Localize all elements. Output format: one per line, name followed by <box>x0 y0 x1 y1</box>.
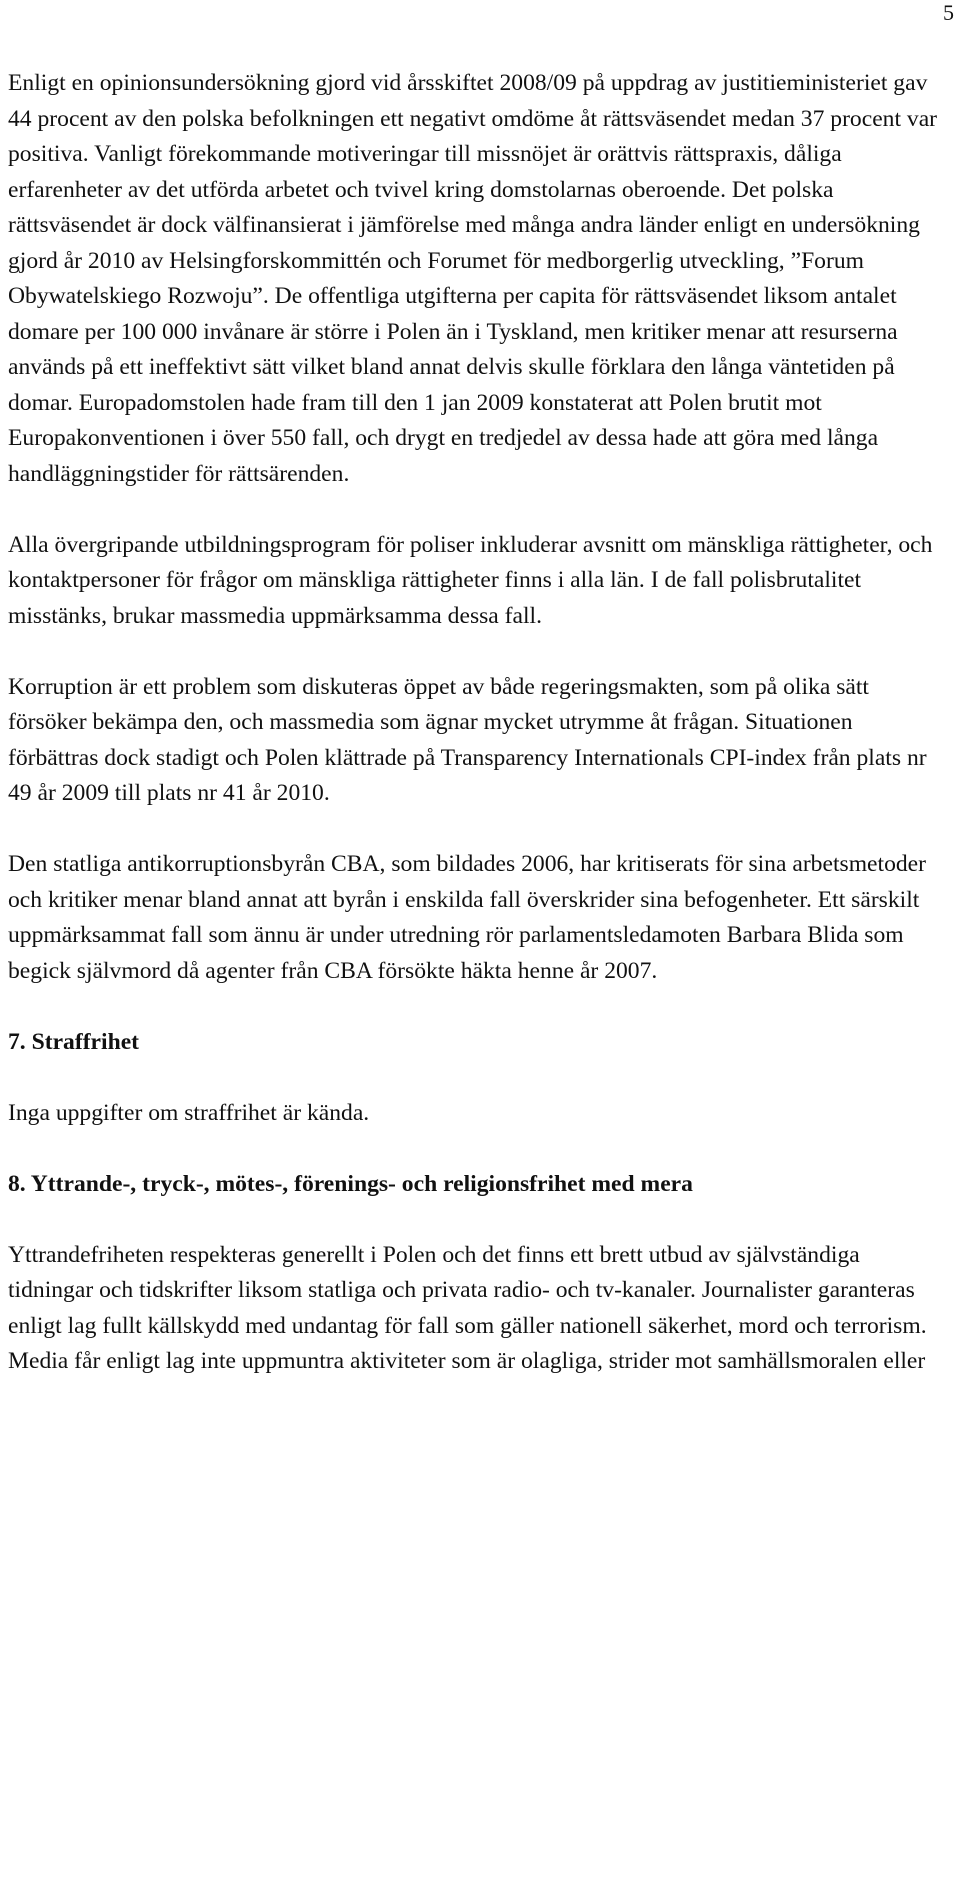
document-body <box>8 66 948 1380</box>
paragraph-freedom-of-expression: Yttrandefriheten respekteras generellt i Polen och det finns ett brett utbud av självständiga tidningar och tidskrifter liksom statliga och privata radio- och tv-kanaler. Journalister garanteras enligt lag fullt källskydd med undantag för fall som gäller nationell säkerhet, mord och terrorism. Media får enligt lag inte uppmuntra aktiviteter som är olagliga, strider mot samhällsmoralen eller <box>8 1241 927 1374</box>
page-number: 5 <box>943 0 954 25</box>
section-heading-freedoms: 8. Yttrande-, tryck-, mötes-, förenings- och religionsfrihet med mera <box>8 1170 693 1197</box>
paragraph-corruption: Korruption är ett problem som diskuteras öppet av både regeringsmakten, som på olika sätt försöker bekämpa den, och massmedia som ägnar mycket utrymme åt frågan. Situationen förbättras dock stadigt och Polen klättrade på Transparency Internationals CPI-index från plats nr 49 år 2009 till plats nr 41 år 2010. <box>8 673 927 806</box>
paragraph-police-training: Alla övergripande utbildningsprogram för poliser inkluderar avsnitt om mänskliga rättigheter, och kontaktpersoner för frågor om mänskliga rättigheter finns i alla län. I de fall polisbrutalitet misstänks, brukar massmedia uppmärksamma dessa fall. <box>8 531 933 629</box>
section-heading-impunity: 7. Straffrihet <box>8 1028 140 1055</box>
paragraph-impunity: Inga uppgifter om straffrihet är kända. <box>8 1099 370 1126</box>
paragraph-judiciary: Enligt en opinionsundersökning gjord vid årsskiftet 2008/09 på uppdrag av justitieministeriet gav 44 procent av den polska befolkningen ett negativt omdöme åt rättsväsendet medan 37 procent var positiva. Vanligt förekommande motiveringar till missnöjet är orättvis rättspraxis, dåliga erfarenheter av det utförda arbetet och tvivel kring domstolarnas oberoende. Det polska rättsväsendet är dock välfinansierat i jämförelse med många andra länder enligt en undersökning gjord år 2010 av Helsingforskommittén och Forumet för medborgerlig utveckling, ”Forum Obywatelskiego Rozwoju”. De offentliga utgifterna per capita för rättsväsendet liksom antalet domare per 100 000 invånare är större i Polen än i Tyskland, men kritiker menar att resurserna används på ett ineffektivt sätt vilket bland annat delvis skulle förklara den långa väntetiden på domar. Europadomstolen hade fram till den 1 jan 2009 konstaterat att Polen brutit mot Europakonventionen i över 550 fall, och drygt en tredjedel av dessa hade att göra med långa handläggningstider för rättsärenden. <box>8 70 938 487</box>
paragraph-cba: Den statliga antikorruptionsbyrån CBA, som bildades 2006, har kritiserats för sina arbetsmetoder och kritiker menar bland annat att byrån i enskilda fall överskrider sina befogenheter. Ett särskilt uppmärksammat fall som ännu är under utredning rör parlamentsledamoten Barbara Blida som begick självmord då agenter från CBA försökte häkta henne år 2007. <box>8 851 926 984</box>
